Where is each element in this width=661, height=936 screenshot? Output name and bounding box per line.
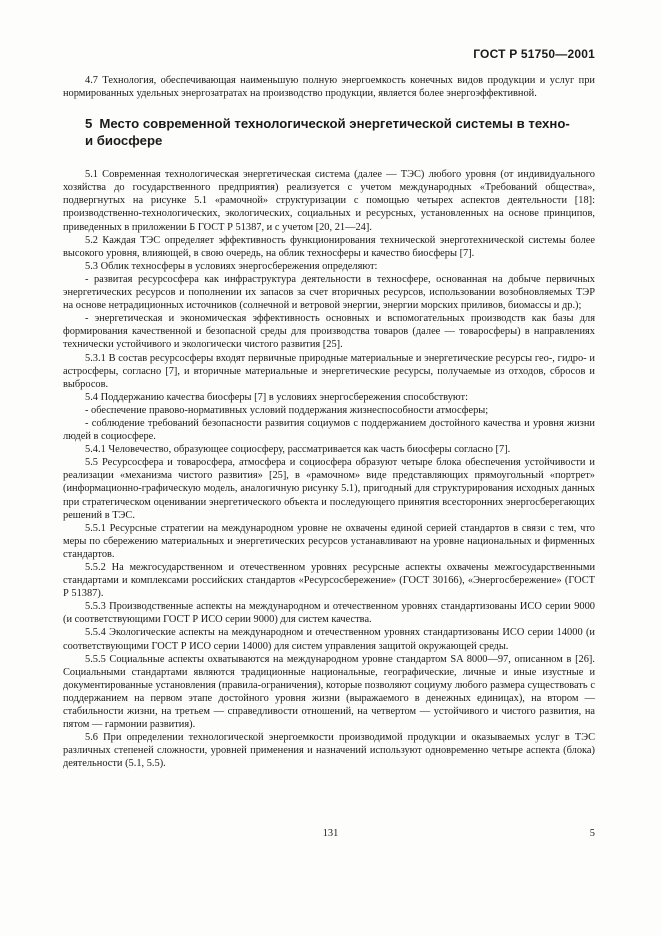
section-heading (63, 116, 595, 149)
paragraph-5-4: 5.4 Поддержанию качества биосферы [7] в условиях энергосбережения способствуют: (85, 391, 468, 403)
paragraph-5-6: 5.6 При определении технологической энергоемкости производимой продукции и оказываемых услуг в ТЭС различных степеней сложности, уровней применения и назначений используют одновременно четыре аспекта (блока) деятельности (5.1, 5.5). (63, 732, 595, 770)
paragraph-4-7: 4.7 Технология, обеспечивающая наименьшую полную энергоемкость конечных видов продукции и услуг при нормированных удельных энергозатратах на производство продукции, является более энергоэффективной. (63, 75, 595, 100)
list-item-resource-sphere: - развитая ресурсосфера как инфраструктура деятельности в техносфере, основанная на добыче первичных энергетических ресурсов и пополнении их запасов за счет вторичных ресурсов, использовании возобновляемых ТЭР на основе нетрадиционных источников (солнечной и ветровой энергии, энергии морских приливов, биомассы и др.); (63, 273, 595, 312)
paragraph-5-5-5: 5.5.5 Социальные аспекты охватываются на международном уровне стандартом SA 8000—97, описанном в [26]. Социальными стандартами являются традиционные национальные, географические, личные и иные изустные и документированные установления (правила-ограничения), которые позволяют социуму любого размера существовать с поддержанием на первом этапе достойного уровня жизни (выражаемого в денежных единицах), на втором — стабильности жизни, на третьем — справедливости отношений, на четвертом — устойчивого и чистого развития, на пятом — гармонии развития). (63, 653, 595, 731)
paragraph-5-5-4: 5.5.4 Экологические аспекты на международном и отечественном уровнях стандартизованы ИСО серии 14000 (и соответствующими ГОСТ Р ИСО серии 14000) для систем управления защитой окружающей среды. (63, 627, 595, 652)
section-number: 5 (85, 116, 93, 132)
section-title: Место современной технологической энергетической системы в техно- и биосфере (85, 116, 570, 148)
paragraph-5-4-1: 5.4.1 Человечество, образующее социосферу, рассматривается как часть биосферы согласно [7]. (85, 444, 511, 456)
sheet-number: 5 (589, 828, 595, 839)
document-code: ГОСТ Р 51750—2001 (473, 47, 595, 61)
paragraph-5-5: 5.5 Ресурсосфера и товаросфера, атмосфера и социосфера образуют четыре блока обеспечения устойчивости и реализации «механизма чистого развития» [25], в «рамочном» виде представляющих прямоугольный «портрет» (информационно-графическую модель, аналогичную рисунку 5.1), пригодный для структурирования исходных данных при стратегическом оценивании энергетического объекта и последующего принятия всесторонних энергосберегающих решений в ТЭС. (63, 457, 595, 521)
paragraph-5-3: 5.3 Облик техносферы в условиях энергосбережения определяют: (85, 260, 378, 272)
list-item-energy-efficiency: - энергетическая и экономическая эффективность основных и вспомогательных производств как базы для формирования качественной и безопасной среды для производства товаров (далее — товаросферы) в направлениях технически устойчивого и экологически чистого развития [25]. (63, 313, 595, 351)
list-item-social-safety: - соблюдение требований безопасности развития социумов с поддержанием достойного качества и уровня жизни людей в социосфере. (63, 417, 595, 443)
paragraph-5-5-1: 5.5.1 Ресурсные стратегии на международном уровне не охвачены единой серией стандартов в связи с тем, что меры по сбережению материальных и энергетических ресурсов устанавливают на уровне национальных и фирменных стандартов. (63, 522, 595, 560)
paragraph-5-2: 5.2 Каждая ТЭС определяет эффективность функционирования технической энерготехнической системы более высокого уровня, влияющей, в свою очередь, на облик техносферы и качество биосферы [7]. (63, 234, 595, 259)
paragraph-5-5-3: 5.5.3 Производственные аспекты на международном и отечественном уровнях стандартизованы ИСО серии 9000 (и соответствующими ГОСТ Р ИСО серии 9000) для систем качества. (63, 601, 595, 626)
paragraph-5-5-2: 5.5.2 На межгосударственном и отечественном уровнях ресурсные аспекты охвачены межгосударственными стандартами и комплексами российских стандартов «Ресурсосбережение» (ГОСТ 30166), «Энергосбережение» (ГОСТ Р 51387). (63, 562, 595, 600)
paragraph-5-3-1: 5.3.1 В состав ресурсосферы входят первичные природные материальные и энергетические ресурсы гео-, гидро- и астросферы, согласно [7], и вторичные материальные и энергетические ресурсы, получаемые из отходов, сбросов и выбросов. (63, 352, 595, 390)
paragraph-5-1: 5.1 Современная технологическая энергетическая система (далее — ТЭС) любого уровня (от индивидуального хозяйства до государственного предприятия) реализуется с учетом международных «Требований общества», подвергнутых на рисунке 5.1 «рамочной» структуризации с помощью четырех аспектов деятельности [18]: производственно-технологических, экологических, социальных и ресурсных, установленных на основе принципов, приведенных в приложении Б ГОСТ Р 51387, и с учетом [20, 21—24]. (63, 169, 595, 233)
list-item-atmosphere: - обеспечение правово-нормативных условий поддержания жизнеспособности атмосферы; (85, 404, 489, 416)
page-content (63, 74, 595, 771)
page-number: 131 (322, 828, 339, 839)
